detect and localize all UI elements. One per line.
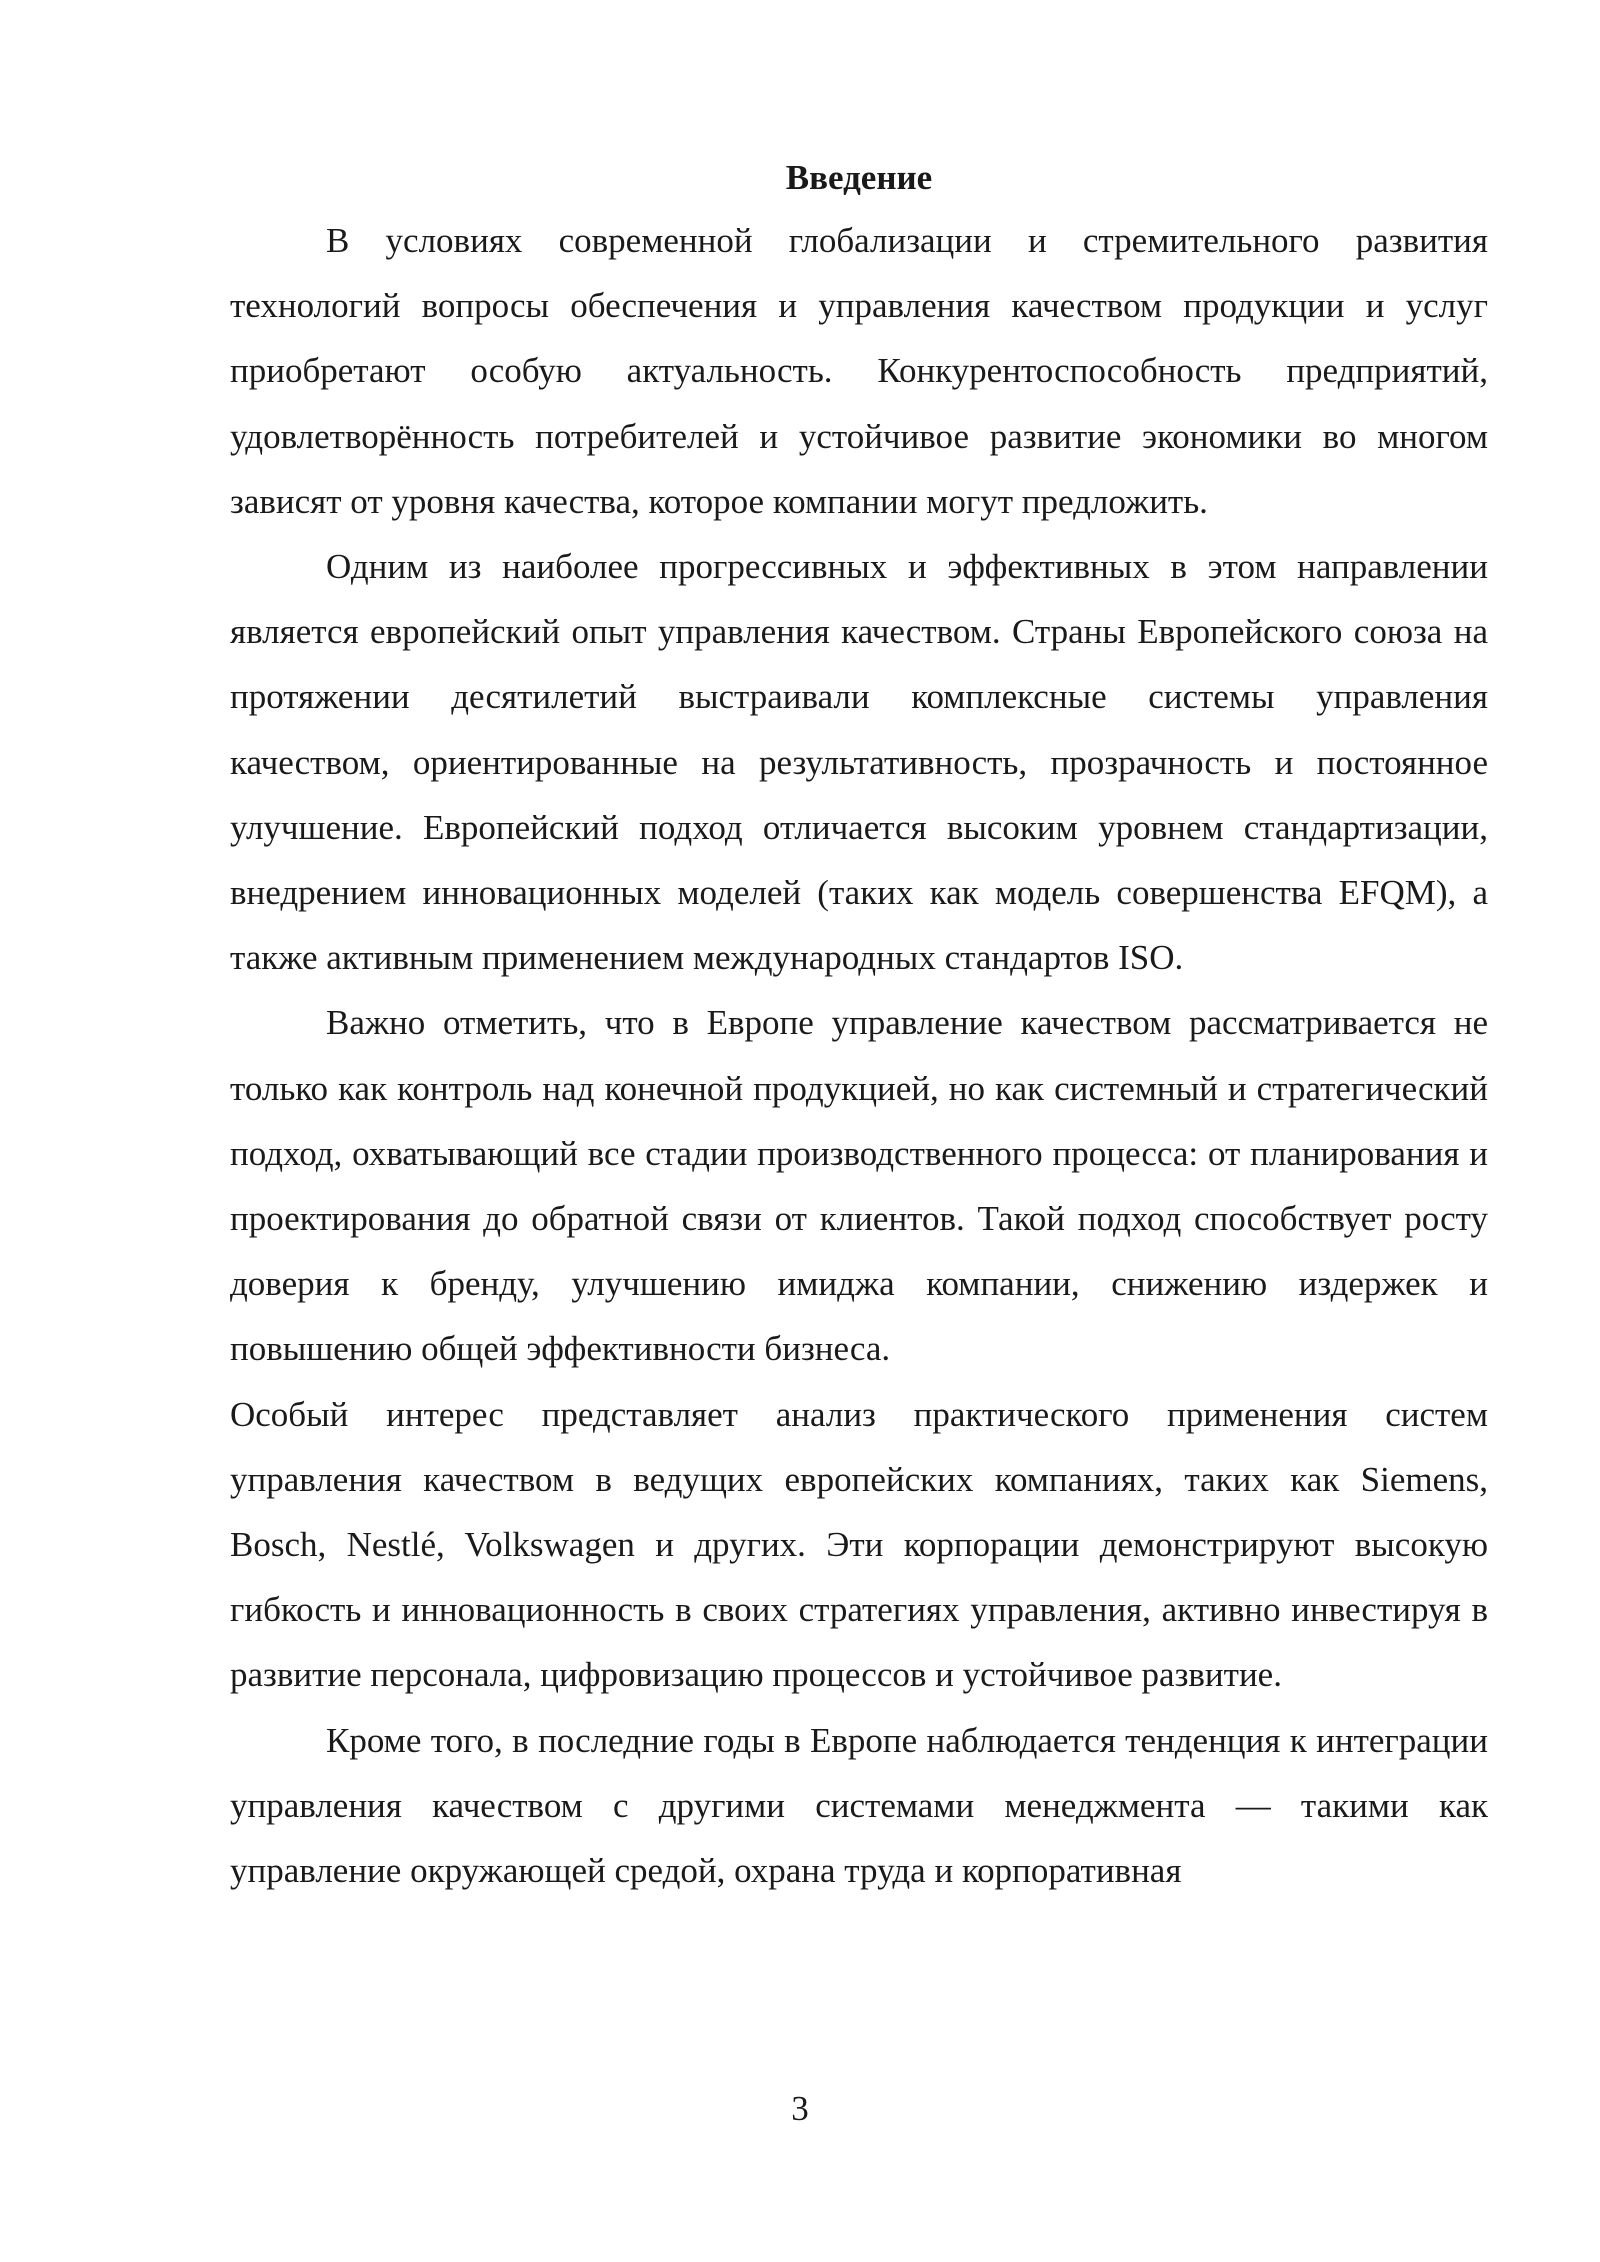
paragraph-1: В условиях современной глобализации и стремительного развития технологий вопросы обеспечения и управления качеством продукции и услуг приобретают особую актуальность. Конкурентоспособность предприятий, удовлетворённость потребителей и устойчивое развитие экономики во многом зависят от уровня качества, которое компании могут предложить.	[230, 221, 1488, 521]
paragraph-3: Важно отметить, что в Европе управление качеством рассматривается не только как контроль над конечной продукцией, но как системный и стратегический подход, охватывающий все стадии производственного процесса: от планирования и проектирования до обратной связи от клиентов. Такой подход способствует росту доверия к бренду, улучшению имиджа компании, снижению издержек и повышению общей эффективности бизнеса.	[230, 1003, 1488, 1369]
page-number: 3	[791, 2089, 809, 2128]
page-content	[230, 148, 1488, 1903]
paragraph-4: Особый интерес представляет анализ практического применения систем управления качеством в ведущих европейских компаниях, таких как Siemens, Bosch, Nestlé, Volkswagen и других. Эти корпорации демонстрируют высокую гибкость и инновационность в своих стратегиях управления, активно инвестируя в развитие персонала, цифровизацию процессов и устойчивое развитие.	[230, 1394, 1488, 1695]
page-title: Введение	[785, 158, 933, 197]
paragraph-5: Кроме того, в последние годы в Европе наблюдается тенденция к интеграции управления качеством с другими системами менеджмента — такими как управление окружающей средой, охрана труда и корпоративная	[230, 1720, 1488, 1891]
paragraph-2: Одним из наиболее прогрессивных и эффективных в этом направлении является европейский опыт управления качеством. Страны Европейского союза на протяжении десятилетий выстраивали комплексные системы управления качеством, ориентированные на результативность, прозрачность и постоянное улучшение. Европейский подход отличается высоким уровнем стандартизации, внедрением инновационных моделей (таких как модель совершенства EFQM), а также активным применением международных стандартов ISO.	[230, 547, 1488, 978]
